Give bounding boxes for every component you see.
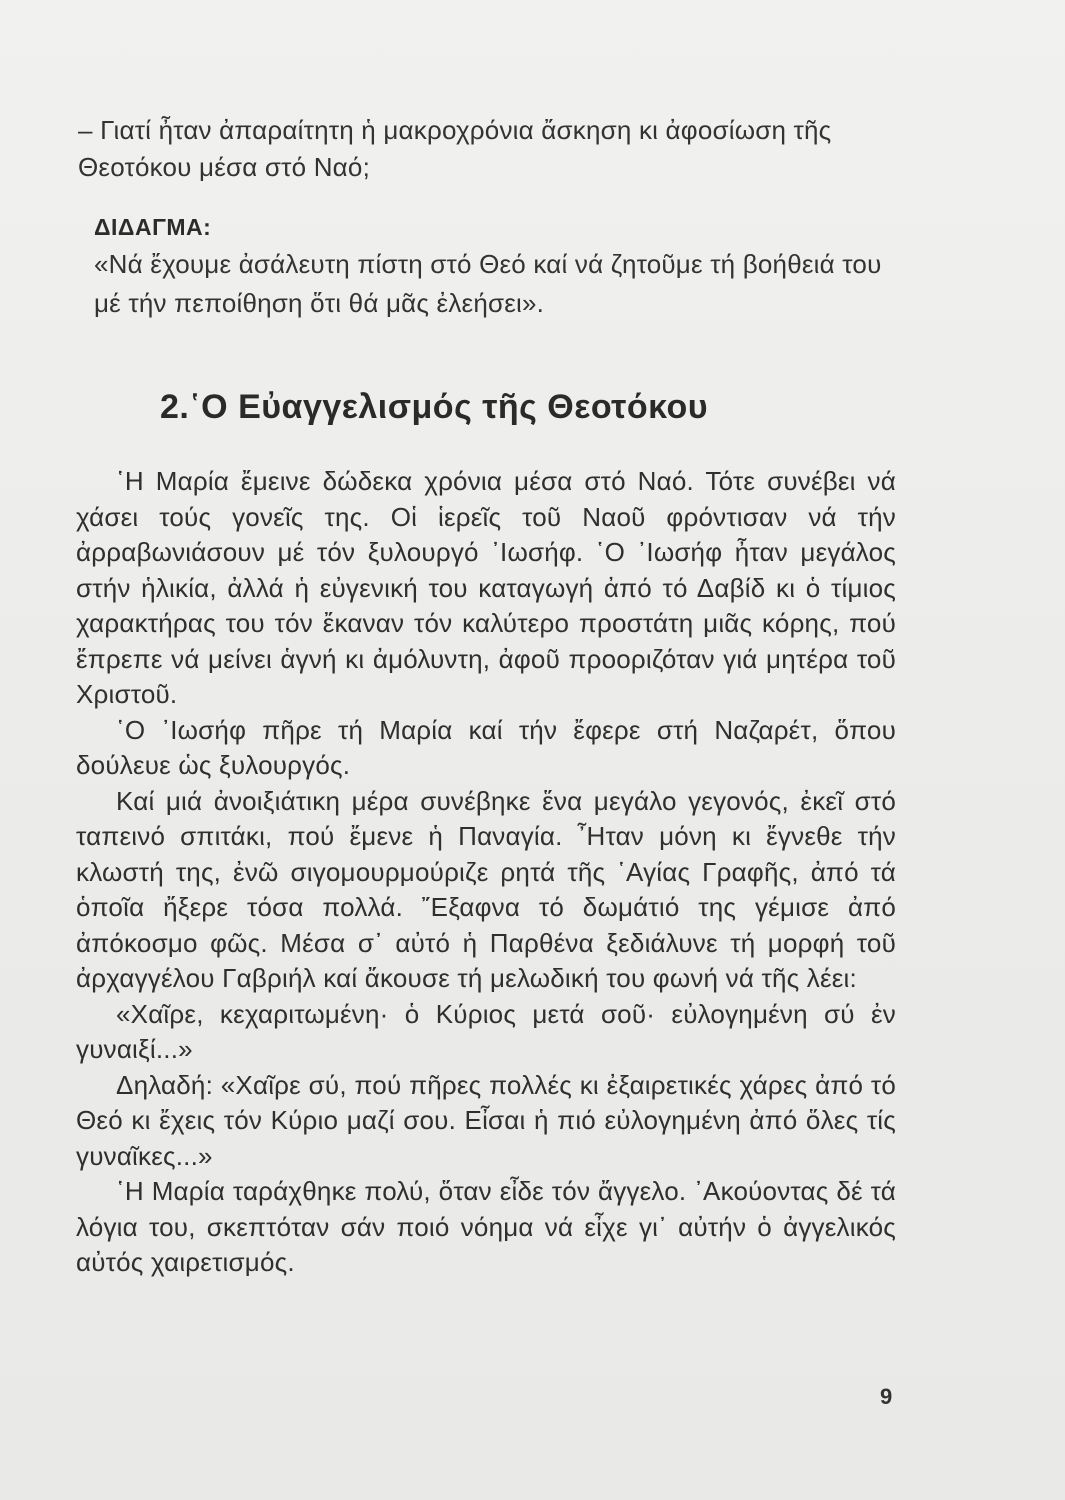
chapter-body — [76, 464, 896, 1281]
paragraph: ῾Ο ᾽Ιωσήφ πῆρε τή Μαρία καί τήν ἔφερε στή Ναζαρέτ, ὅπου δούλευε ὡς ξυλουργός. — [76, 714, 896, 780]
paragraph: Δηλαδή: «Χαῖρε σύ, πού πῆρες πολλές κι ἐξαιρετικές χάρες ἀπό τό Θεό κι ἔχεις τόν Κύριο μαζί σου. Εἶσαι ἡ πιό εὐλογημένη ἀπό ὅλες τίς γυναῖκες...» — [76, 1069, 896, 1171]
paragraph: «Χαῖρε, κεχαριτωμένη· ὁ Κύριος μετά σοῦ· εὐλογημένη σύ ἐν γυναιξί...» — [76, 998, 896, 1064]
paragraph: Καί μιά ἀνοιξιάτικη μέρα συνέβηκε ἕνα μεγάλο γεγονός, ἐκεῖ στό ταπεινό σπιτάκι, πού ἔμενε ἡ Παναγία. ῏Ηταν μόνη κι ἔγνεθε τήν κλωστή της, ἐνῶ σιγομουρμούριζε ρητά τῆς ῾Αγίας Γραφῆς, ἀπό τά ὁποῖα ἤξερε τόσα πολλά. ῎Εξαφνα τό δωμάτιό της γέμισε ἀπό ἀπόκοσμο φῶς. Μέσα σ᾽ αὐτό ἡ Παρθένα ξεδιάλυνε τή μορφή τοῦ ἀρχαγγέλου Γαβριήλ καί ἄκουσε τή μελωδική του φωνή νά τῆς λέει: — [76, 785, 896, 993]
lesson-text: «Νά ἔχουμε ἀσάλευτη πίστη στό Θεό καί νά ζητοῦμε τή βοήθειά του μέ τήν πεποίθηση ὅτι θά μᾶς ἐλεήσει». — [94, 249, 882, 318]
page-number: 9 — [880, 1384, 893, 1409]
review-question: – Γιατί ἦταν ἀπαραίτητη ἡ μακροχρόνια ἄσκηση κι ἀφοσίωση τῆς Θεοτόκου μέσα στό Ναό; — [78, 115, 832, 182]
paragraph: ῾Η Μαρία ταράχθηκε πολύ, ὅταν εἶδε τόν ἄγγελο. ᾽Ακούοντας δέ τά λόγια του, σκεπτόταν σάν ποιό νόημα νά εἶχε γι᾽ αὐτήν ὁ ἀγγελικός αὐτός χαιρετισμός. — [76, 1176, 896, 1277]
chapter-title: 2.῾Ο Εὐαγγελισμός τῆς Θεοτόκου — [160, 388, 709, 426]
chapter-end-section — [78, 112, 888, 323]
paragraph: ῾Η Μαρία ἔμεινε δώδεκα χρόνια μέσα στό Ναό. Τότε συνέβει νά χάσει τούς γονεῖς της. Οἱ ἱερεῖς τοῦ Ναοῦ φρόντισαν νά τήν ἀρραβωνιάσουν μέ τόν ξυλουργό ᾽Ιωσήφ. ῾Ο ᾽Ιωσήφ ἦταν μεγάλος στήν ἡλικία, ἀλλά ἡ εὐγενική του καταγωγή ἀπό τό Δαβίδ κι ὁ τίμιος χαρακτήρας του τόν ἔκαναν τόν καλύτερο προστάτη μιᾶς κόρης, πού ἔπρεπε νά μείνει ἁγνή κι ἀμόλυντη, ἀφοῦ προοριζόταν γιά μητέρα τοῦ Χριστοῦ. — [76, 466, 896, 709]
lesson-label: ΔΙΔΑΓΜΑ: — [94, 214, 212, 240]
